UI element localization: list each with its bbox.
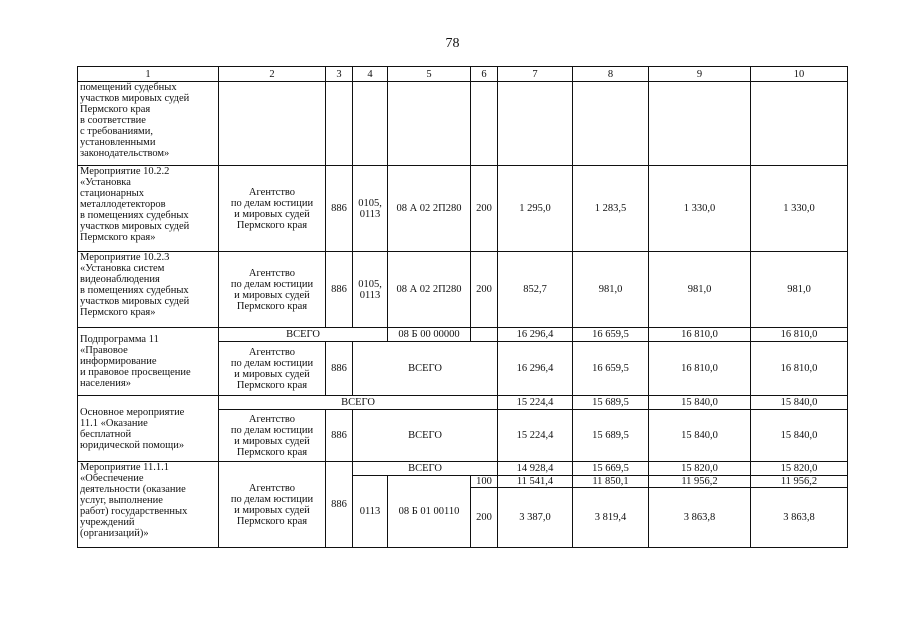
- agency-cell: Агентство по делам юстиции и мировых судей Пермского края: [219, 462, 326, 548]
- empty-cell: [573, 82, 649, 166]
- value-cell: 16 810,0: [751, 342, 848, 396]
- value-cell: 981,0: [649, 252, 751, 328]
- table-row: [78, 252, 848, 328]
- value-cell: 852,7: [498, 252, 573, 328]
- value-cell: 15 840,0: [751, 396, 848, 410]
- empty-cell: [353, 82, 388, 166]
- code-cell: 886: [326, 252, 353, 328]
- code-cell: 0113: [353, 476, 388, 548]
- value-cell: 11 956,2: [649, 476, 751, 488]
- table-row: [78, 396, 848, 410]
- agency-cell: Агентство по делам юстиции и мировых судей Пермского края: [219, 252, 326, 328]
- empty-cell: [219, 82, 326, 166]
- value-cell: 981,0: [573, 252, 649, 328]
- header-cell: 3: [326, 67, 353, 82]
- total-label: ВСЕГО: [353, 342, 498, 396]
- value-cell: 11 850,1: [573, 476, 649, 488]
- code-cell: 100: [471, 476, 498, 488]
- code-cell: 08 А 02 2П280: [388, 252, 471, 328]
- table-row: [78, 82, 848, 166]
- value-cell: 15 224,4: [498, 396, 573, 410]
- empty-cell: [326, 82, 353, 166]
- table-row: [78, 166, 848, 252]
- empty-cell: [471, 82, 498, 166]
- header-cell: 9: [649, 67, 751, 82]
- value-cell: 981,0: [751, 252, 848, 328]
- value-cell: 16 659,5: [573, 342, 649, 396]
- header-cell: 10: [751, 67, 848, 82]
- code-cell: 200: [471, 166, 498, 252]
- code-cell: 08 Б 01 00110: [388, 476, 471, 548]
- total-label: ВСЕГО: [219, 328, 388, 342]
- value-cell: 1 330,0: [751, 166, 848, 252]
- header-cell: 1: [78, 67, 219, 82]
- value-cell: 15 820,0: [751, 462, 848, 476]
- code-cell: 200: [471, 488, 498, 548]
- total-label: ВСЕГО: [219, 396, 498, 410]
- value-cell: 16 296,4: [498, 342, 573, 396]
- empty-cell: [498, 82, 573, 166]
- header-cell: 7: [498, 67, 573, 82]
- empty-cell: [649, 82, 751, 166]
- measure-name: Мероприятие 11.1.1 «Обеспечение деятельности (оказание услуг, выполнение работ) государственных учреждений (организаций)»: [78, 462, 219, 548]
- code-cell: 08 Б 00 00000: [388, 328, 471, 342]
- header-cell: 8: [573, 67, 649, 82]
- code-cell: 886: [326, 166, 353, 252]
- value-cell: 16 810,0: [751, 328, 848, 342]
- code-cell: 0105, 0113: [353, 166, 388, 252]
- empty-cell: [388, 82, 471, 166]
- code-cell: 08 А 02 2П280: [388, 166, 471, 252]
- subprogram-name: Подпрограмма 11 «Правовое информирование и правовое просвещение населения»: [78, 328, 219, 396]
- empty-cell: [471, 328, 498, 342]
- total-label: ВСЕГО: [353, 462, 498, 476]
- value-cell: 15 840,0: [649, 396, 751, 410]
- value-cell: 15 689,5: [573, 396, 649, 410]
- value-cell: 15 669,5: [573, 462, 649, 476]
- code-cell: 200: [471, 252, 498, 328]
- value-cell: 11 541,4: [498, 476, 573, 488]
- value-cell: 16 810,0: [649, 342, 751, 396]
- code-cell: 886: [326, 342, 353, 396]
- header-row: [78, 67, 848, 82]
- header-cell: 4: [353, 67, 388, 82]
- main-measure-name: Основное мероприятие 11.1 «Оказание бесплатной юридической помощи»: [78, 396, 219, 462]
- continued-name: помещений судебных участков мировых судей Пермского края в соответствие с требованиями, установленными законодательством»: [78, 82, 219, 166]
- value-cell: 11 956,2: [751, 476, 848, 488]
- table-row: [78, 328, 848, 342]
- value-cell: 3 863,8: [751, 488, 848, 548]
- measure-name: Мероприятие 10.2.2 «Установка стационарных металлодетекторов в помещениях судебных участков мировых судей Пермского края»: [78, 166, 219, 252]
- code-cell: 886: [326, 462, 353, 548]
- value-cell: 3 863,8: [649, 488, 751, 548]
- value-cell: 16 810,0: [649, 328, 751, 342]
- table-row: [78, 462, 848, 476]
- code-cell: 0105, 0113: [353, 252, 388, 328]
- value-cell: 15 840,0: [649, 410, 751, 462]
- value-cell: 15 224,4: [498, 410, 573, 462]
- value-cell: 16 296,4: [498, 328, 573, 342]
- value-cell: 15 840,0: [751, 410, 848, 462]
- value-cell: 1 330,0: [649, 166, 751, 252]
- code-cell: 886: [326, 410, 353, 462]
- measure-name: Мероприятие 10.2.3 «Установка систем видеонаблюдения в помещениях судебных участков мировых судей Пермского края»: [78, 252, 219, 328]
- header-cell: 6: [471, 67, 498, 82]
- value-cell: 1 283,5: [573, 166, 649, 252]
- value-cell: 15 689,5: [573, 410, 649, 462]
- empty-cell: [751, 82, 848, 166]
- value-cell: 3 819,4: [573, 488, 649, 548]
- agency-cell: Агентство по делам юстиции и мировых судей Пермского края: [219, 166, 326, 252]
- agency-cell: Агентство по делам юстиции и мировых судей Пермского края: [219, 410, 326, 462]
- agency-cell: Агентство по делам юстиции и мировых судей Пермского края: [219, 342, 326, 396]
- value-cell: 3 387,0: [498, 488, 573, 548]
- header-cell: 2: [219, 67, 326, 82]
- value-cell: 15 820,0: [649, 462, 751, 476]
- value-cell: 14 928,4: [498, 462, 573, 476]
- value-cell: 1 295,0: [498, 166, 573, 252]
- total-label: ВСЕГО: [353, 410, 498, 462]
- page-number: 78: [445, 36, 460, 51]
- value-cell: 16 659,5: [573, 328, 649, 342]
- header-cell: 5: [388, 67, 471, 82]
- budget-table: [77, 66, 848, 548]
